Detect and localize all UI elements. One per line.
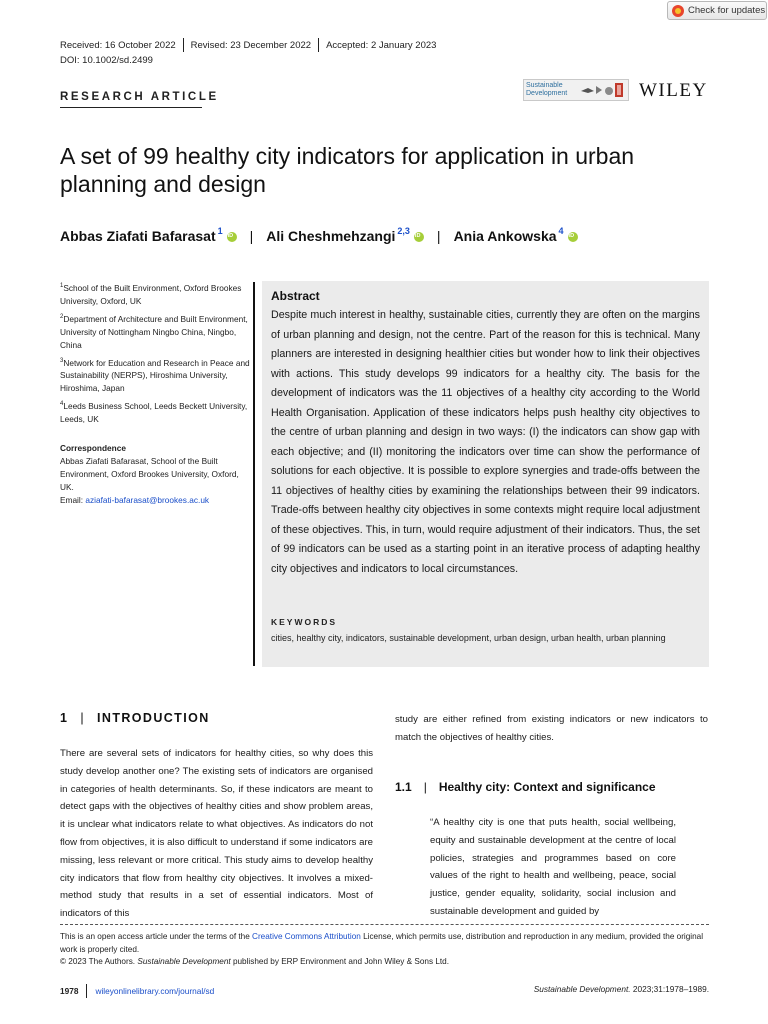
- section-number: 1: [60, 711, 69, 725]
- affiliation-number: 3: [60, 357, 64, 364]
- crossmark-icon: [672, 5, 684, 17]
- affiliation-number: 1: [60, 283, 64, 289]
- correspondence-text: Abbas Ziafati Bafarasat, School of the Built Environment, Oxford Brookes University, Oxford, UK.: [60, 456, 239, 493]
- affiliation: [60, 398, 250, 426]
- copyright-line: [60, 956, 709, 969]
- author-1[interactable]: [60, 228, 237, 244]
- orcid-icon[interactable]: [227, 232, 237, 242]
- author-separator: |: [249, 228, 254, 244]
- affiliations-column: [60, 280, 250, 507]
- orcid-icon[interactable]: [414, 232, 424, 242]
- author-affiliation-ref: 1: [217, 226, 223, 236]
- check-for-updates-button[interactable]: [667, 1, 767, 20]
- affiliation-text: Network for Education and Research in Peace and Sustainability (NERPS), Hiroshima University, Hiroshima, Japan: [60, 357, 250, 394]
- email-link[interactable]: aziafati-bafarasat@brookes.ac.uk: [85, 495, 210, 506]
- section-heading: [60, 711, 210, 725]
- citation-journal: Sustainable Development.: [533, 984, 631, 994]
- article-title: A set of 99 healthy city indicators for application in urban planning and design: [60, 143, 635, 197]
- page-footer: [60, 984, 214, 998]
- affiliation: [60, 280, 250, 308]
- author-list: [60, 228, 578, 244]
- author-name: Ali Cheshmehzangi: [266, 228, 396, 244]
- author-separator: |: [436, 228, 441, 244]
- license-text: This is an open access article under the terms of the: [60, 932, 253, 941]
- copyright-text: © 2023 The Authors.: [60, 957, 138, 966]
- correspondence-email: [60, 494, 250, 507]
- affiliation-number: 2: [60, 313, 64, 320]
- affiliation-text: Department of Architecture and Built Environment, University of Nottingham Ningbo China, Ningbo, China: [60, 313, 248, 350]
- affiliation-text: Leeds Business School, Leeds Beckett University, Leeds, UK: [60, 401, 248, 425]
- license-text: License, which permits use, distribution and reproduction in any medium, provided the original work is properly cited.: [60, 932, 704, 954]
- license-line: [60, 931, 709, 956]
- subsection-heading: [395, 780, 656, 794]
- divider: [60, 107, 202, 108]
- abstract-text: Despite much interest in healthy, sustainable cities, currently they are often on the margins of urban planning and design, not the centre. Part of the reason for this is technical. Many planners are interested in designing healthier cities but wonder how to link their objectives with actions. This study develops 99 indicators for a healthy city. The basis for the development of indicators was the 11 objectives of a healthy city according to the World Health Organisation. Application of these indicators helps push healthy city objectives to the centre of urban planning and design in two ways: (I) the indicators can show gap with each objective; and (II) monitoring the indicators over time can show the performance of solutions for each objective. It is possible to explore synergies and trade-offs between the 11 objectives of healthy cities by examining the relationships between their 99 indicators. Trade-offs between healthy city objectives in some contexts might require local adjustment of these objectives. This, in turn, would require adjustment of their indicators. Thus, the set of 99 indicators can be used as a starting point in an iterative process of adapting healthy city objectives and indicators to local circumstances.: [271, 309, 700, 575]
- intro-paragraph: There are several sets of indicators for healthy cities, so why does this study develop another one? The existing sets of indicators are organised in categories of health determinants. So, if these indicators are meant to detect gaps with the objectives of healthy cities and show problem areas, it is unclear what indicators relate to what objectives. As indicators do not flow from objectives, it is also difficult to understand if some indicators are missing, less relevant or more critical. This study aims to develop healthy city indicators that flow from healthy city objectives. It involves a mixed-method study that results in a set of essential indicators. Most of indicators of this: [60, 748, 373, 920]
- divider: [86, 984, 87, 998]
- subsection-separator: |: [423, 780, 427, 794]
- email-label: Email:: [60, 495, 86, 506]
- section-separator: |: [80, 711, 86, 725]
- accepted-date: Accepted: 2 January 2023: [326, 39, 437, 51]
- citation-details: 2023;31:1978–1989.: [630, 984, 709, 994]
- keywords-heading: KEYWORDS: [271, 617, 338, 627]
- block-quote: “A healthy city is one that puts health, social wellbeing, equity and sustainable development at the centre of local policies, strategies and programmes based on core values of the right to health and wellbeing, peace, social justice, gender equality, solidarity, social inclusion and sustainable development and guided by: [430, 817, 676, 917]
- article-history: [60, 38, 436, 52]
- cc-license-link[interactable]: Creative Commons Attribution: [252, 932, 361, 941]
- author-name: Abbas Ziafati Bafarasat: [60, 228, 216, 244]
- correspondence-heading: Correspondence: [60, 443, 126, 454]
- abstract-heading: Abstract: [271, 289, 320, 303]
- section-title: INTRODUCTION: [97, 711, 210, 725]
- journal-logo[interactable]: [523, 79, 629, 101]
- journal-url-link[interactable]: wileyonlinelibrary.com/journal/sd: [95, 986, 215, 996]
- article-type: RESEARCH ARTICLE: [60, 91, 219, 103]
- doi: DOI: 10.1002/sd.2499: [60, 55, 153, 66]
- affiliation: [60, 355, 250, 396]
- author-affiliation-ref: 4: [558, 226, 564, 236]
- author-2[interactable]: [266, 228, 424, 244]
- divider: [318, 38, 319, 52]
- intro-paragraph-continued: study are either refined from existing indicators or new indicators to match the objectives of healthy cities.: [395, 714, 708, 743]
- page-number: 1978: [60, 986, 79, 996]
- received-date: Received: 16 October 2022: [60, 39, 176, 51]
- check-for-updates-label: Check for updates: [688, 5, 766, 16]
- journal-logo-art: [580, 81, 624, 99]
- citation: [520, 984, 709, 994]
- journal-logo-text: Sustainable Development: [526, 82, 568, 97]
- journal-name: Sustainable Development: [137, 957, 231, 966]
- author-affiliation-ref: 2,3: [397, 226, 410, 236]
- divider: [183, 38, 184, 52]
- affiliation: [60, 311, 250, 352]
- author-3[interactable]: [454, 228, 578, 244]
- subsection-number: 1.1: [395, 780, 412, 794]
- license-footnote: [60, 931, 709, 969]
- journal-emblem-icon: [580, 81, 624, 99]
- author-name: Ania Ankowska: [453, 228, 557, 244]
- publisher-logo[interactable]: WILEY: [639, 80, 708, 101]
- subsection-title: Healthy city: Context and significance: [438, 780, 656, 794]
- revised-date: Revised: 23 December 2022: [190, 39, 312, 51]
- footnote-divider: [60, 924, 709, 925]
- column-divider: [253, 282, 255, 666]
- affiliation-number: 4: [60, 401, 64, 408]
- orcid-icon[interactable]: [568, 232, 578, 242]
- affiliation-text: School of the Built Environment, Oxford Brookes University, Oxford, UK: [60, 282, 242, 306]
- copyright-text: published by ERP Environment and John Wiley & Sons Ltd.: [230, 957, 449, 966]
- keywords-text: cities, healthy city, indicators, sustainable development, urban design, urban health, urban planning: [271, 633, 666, 643]
